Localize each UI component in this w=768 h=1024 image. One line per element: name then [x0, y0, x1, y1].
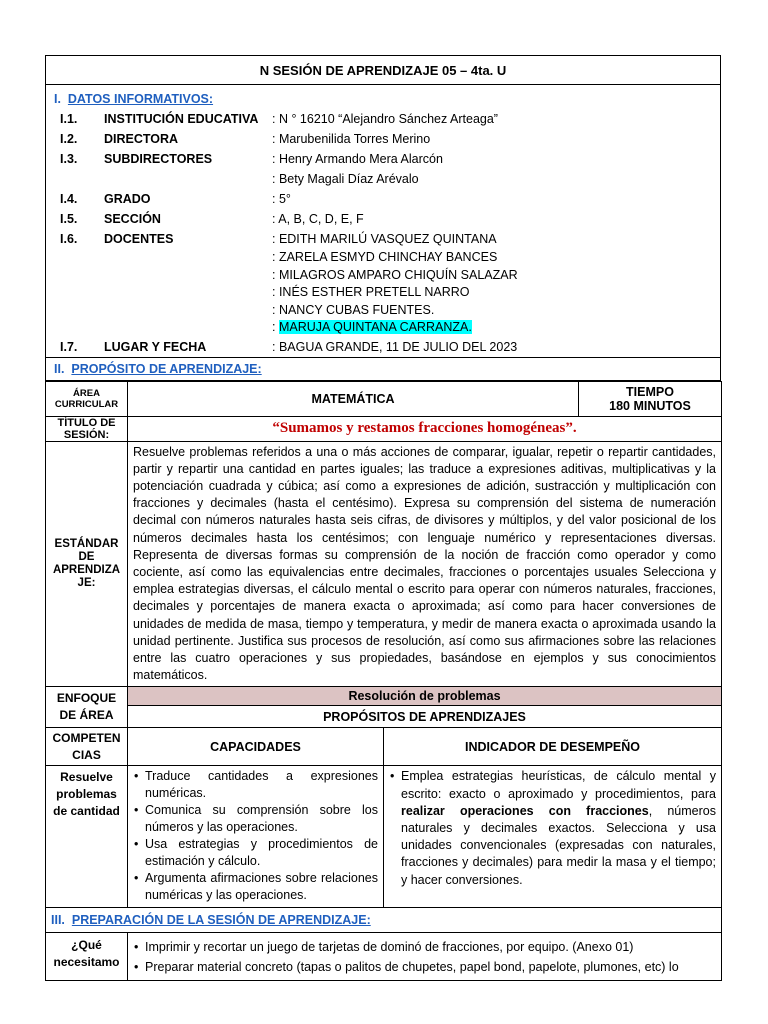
- section3-heading-row: [46, 908, 722, 933]
- indicador-header: INDICADOR DE DESEMPEÑO: [384, 728, 722, 766]
- preparacion-row: ¿Qué necesitamo • Imprimir y recortar un juego de tarjetas de dominó de fracciones, por equipo. (Anexo 01) • Preparar material concreto (tapas o palitos de chupetes, papel bond, papelote, plumones, etc) lo: [46, 933, 722, 981]
- area-value: MATEMÁTICA: [128, 381, 579, 416]
- section-heading-proposito: II. PROPÓSITO DE APRENDIZAJE:: [46, 357, 720, 380]
- enfoque-value: Resolución de problemas: [128, 687, 722, 706]
- session-title: N SESIÓN DE APRENDIZAJE 05 – 4ta. U: [46, 56, 720, 85]
- info-row: I.1. INSTITUCIÓN EDUCATIVA : N ° 16210 “Alejandro Sánchez Arteaga”: [60, 112, 498, 126]
- headers-row: COMPETEN CIAS CAPACIDADES INDICADOR DE DESEMPEÑO: [46, 728, 722, 766]
- indicador-item: • Emplea estrategias heurísticas, de cálculo mental y escrito: exacto o aproximado y procedimientos, para realizar operaciones con fracciones, números naturales y decimales exactos. Selecciona y usa unidades convencionales (expresadas con naturales, fracciones y decimales) para medir la masa y el tiempo; y hacer conversiones.: [389, 768, 716, 888]
- docente-row: : MILAGROS AMPARO CHIQUÍN SALAZAR: [272, 267, 518, 282]
- docente-row: : ZARELA ESMYD CHINCHAY BANCES: [272, 250, 498, 264]
- capacidades-cell: [128, 766, 384, 908]
- datos-informativos: [46, 85, 720, 357]
- info-row: I.6. DOCENTES : EDITH MARILÚ VASQUEZ QUINTANA: [60, 232, 497, 246]
- tiempo-cell: TIEMPO 180 MINUTOS: [579, 381, 722, 416]
- indicador-cell: [384, 766, 722, 908]
- docente-row: : INÉS ESTHER PRETELL NARRO: [272, 285, 470, 299]
- capacidad-item: • Comunica su comprensión sobre los números y las operaciones.: [133, 802, 378, 836]
- info-row-lugar: I.7. LUGAR Y FECHA : BAGUA GRANDE, 11 DE JULIO DEL 2023: [60, 339, 518, 354]
- info-row: : Bety Magali Díaz Arévalo: [272, 172, 419, 186]
- competencia-value: Resuelve problemas de cantidad: [46, 766, 128, 908]
- info-row-highlighted: : MARUJA QUINTANA CARRANZA.: [272, 320, 472, 334]
- estandar-row: ESTÁNDAR DE APRENDIZA JE: Resuelve problemas referidos a una o más acciones de comparar, igualar, repetir o repartir cantidades, partir y repartir una cantidad en partes iguales; las traduce a expresiones aditivas, multiplicativas y la potenciación cuadrada y cúbica; así como a expresiones de adición, sustracción y multiplicación con fracciones y decimales (hasta el centésimo). Expresa su comprensión del sistema de numeración decimal con números naturales hasta seis cifras, de divisores y múltiplos, y del valor posicional de los números decimales hasta los centésimos; con lenguaje numérico y representaciones diversas. Representa de diversas formas su comprensión de la noción de fracción como operador y como cociente, así como las equivalencias entre decimales, fracciones o porcentajes usuales Selecciona y emplea estrategias diversas, el cálculo mental o escrito para operar con números naturales, fracciones, decimales y porcentajes de manera exacta o aproximada; así como para hacer conversiones de unidades de medida de masa, tiempo y temperatura, y medir de manera exacta o aproximada usando la unidad pertinente. Justifica sus procesos de resolución, así como sus afirmaciones sobre las relaciones entre las cuatro operaciones y sus propiedades, basándose en ejemplos y sus conocimientos matemáticos.: [46, 441, 722, 687]
- document-page: [45, 55, 721, 981]
- proposito-table: [45, 381, 722, 982]
- capacidad-item: • Argumenta afirmaciones sobre relaciones numéricas y las operaciones.: [133, 870, 378, 904]
- capacidad-item: • Usa estrategias y procedimientos de estimación y cálculo.: [133, 836, 378, 870]
- enfoque-row: ENFOQUE DE ÁREA Resolución de problemas: [46, 687, 722, 706]
- section-heading-preparacion: III. PREPARACIÓN DE LA SESIÓN DE APRENDIZAJE:: [46, 908, 722, 933]
- info-row: I.4. GRADO : 5°: [60, 192, 291, 206]
- capacidad-item: • Traduce cantidades a expresiones numéricas.: [133, 768, 378, 802]
- info-row: I.5. SECCIÓN : A, B, C, D, E, F: [60, 212, 364, 226]
- indicador-list: [389, 768, 716, 888]
- propositos-row: [46, 706, 722, 728]
- capacidades-list: [133, 768, 378, 904]
- session-header-box: [45, 55, 721, 381]
- docentes-list: [54, 249, 712, 319]
- session-title-value: “Sumamos y restamos fracciones homogéneas”.: [128, 416, 722, 441]
- estandar-text: Resuelve problemas referidos a una o más acciones de comparar, igualar, repetir o repartir cantidades, partir y repartir una cantidad en partes iguales; las traduce a expresiones aditivas, multiplicativas y la potenciación cuadrada y cúbica; así como a expresiones de adición, sustracción y multiplicación con fracciones y decimales (hasta el centésimo). Expresa su comprensión del sistema de numeración decimal con números naturales hasta seis cifras, de divisores y múltiplos, y del valor posicional de los números decimales hasta los centésimos; con lenguaje numérico y representaciones diversas. Representa de diversas formas su comprensión de la noción de fracción como operador y como cociente, así como las equivalencias entre decimales, fracciones o porcentajes usuales Selecciona y emplea estrategias diversas, el cálculo mental o escrito para operar con números naturales, fracciones, decimales y porcentajes de manera exacta o aproximada; así como para hacer conversiones de unidades de medida de masa, tiempo y temperatura, y medir de manera exacta o aproximada usando la unidad pertinente. Justifica sus procesos de resolución, así como sus afirmaciones sobre las relaciones entre las cuatro operaciones y sus propiedades, basándose en ejemplos y sus conocimientos matemáticos.: [128, 441, 722, 687]
- section-heading-datos: I. DATOS INFORMATIVOS:: [54, 92, 214, 106]
- preparacion-cell: [128, 933, 722, 981]
- info-row: I.2. DIRECTORA : Marubenilida Torres Merino: [60, 132, 431, 146]
- info-row: I.3. SUBDIRECTORES : Henry Armando Mera Alarcón: [60, 152, 443, 166]
- competencia-row: [46, 766, 722, 908]
- area-row: ÁREA CURRICULAR MATEMÁTICA TIEMPO 180 MINUTOS: [46, 381, 722, 416]
- preparacion-item: • Imprimir y recortar un juego de tarjetas de dominó de fracciones, por equipo. (Anexo 01): [133, 937, 716, 957]
- highlighted-docente: MARUJA QUINTANA CARRANZA.: [278, 320, 472, 334]
- preparacion-item: • Preparar material concreto (tapas o palitos de chupetes, papel bond, papelote, plumones, etc) lo: [133, 957, 716, 977]
- titulo-row: TÍTULO DE SESIÓN: “Sumamos y restamos fracciones homogéneas”.: [46, 416, 722, 441]
- preparacion-list: [133, 937, 716, 977]
- propositos-label: PROPÓSITOS DE APRENDIZAJES: [128, 706, 722, 728]
- capacidades-header: CAPACIDADES: [128, 728, 384, 766]
- info-rows: [54, 109, 712, 249]
- docente-row: : NANCY CUBAS FUENTES.: [272, 302, 435, 317]
